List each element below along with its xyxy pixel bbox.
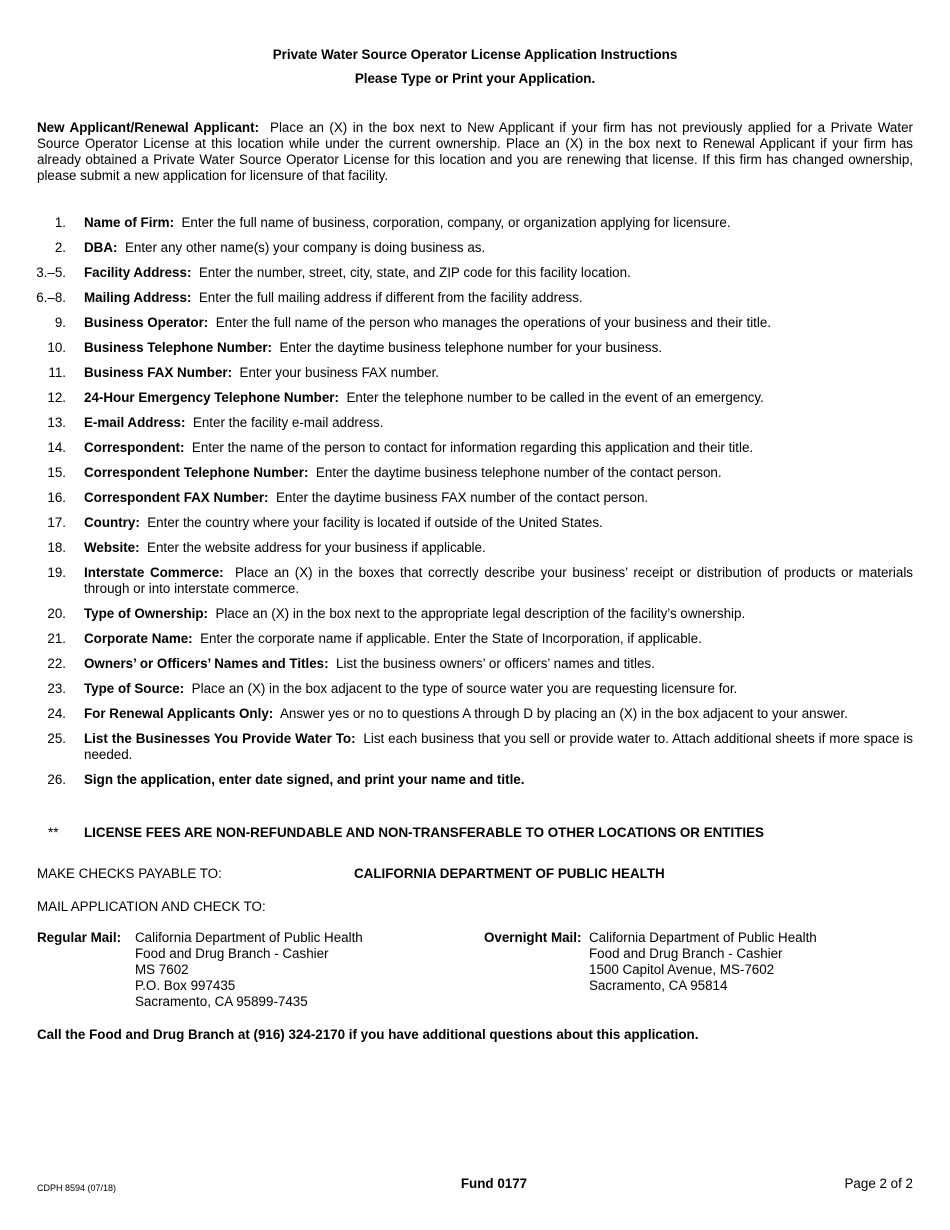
item-label: Facility Address: (84, 265, 192, 280)
form-number: CDPH 8594 (07/18) (37, 1183, 117, 1193)
item-number: 13. (47, 415, 66, 430)
item-number: 21. (47, 631, 66, 646)
item-number: 14. (47, 440, 66, 455)
item-number: 3.–5. (36, 265, 66, 280)
checks-payable-label: MAKE CHECKS PAYABLE TO: (37, 866, 222, 881)
item-text: Place an (X) in the box next to the appropriate legal description of the facility’s ownership. (215, 606, 746, 621)
address-line: Food and Drug Branch - Cashier (589, 946, 783, 961)
regular-mail-address (135, 930, 363, 1010)
item-text: Enter the daytime business FAX number of the contact person. (275, 490, 649, 505)
item-label: Name of Firm: (84, 215, 175, 230)
item-label: 24-Hour Emergency Telephone Number: (84, 390, 339, 405)
item-label: Correspondent FAX Number: (84, 490, 269, 505)
list-item (0, 215, 950, 231)
item-text: Enter the daytime business telephone number for your business. (279, 340, 663, 355)
fund-number: Fund 0177 (460, 1176, 528, 1191)
intro-paragraph (37, 120, 913, 184)
list-item (0, 365, 950, 381)
item-text: Enter the corporate name if applicable. Enter the State of Incorporation, if applicable. (200, 631, 702, 646)
page-subtitle: Please Type or Print your Application. (354, 71, 596, 86)
regular-mail-label: Regular Mail: (37, 930, 122, 945)
item-text: Enter the full mailing address if different from the facility address. (198, 290, 583, 305)
list-item (0, 515, 950, 531)
item-text: Answer yes or no to questions A through D by placing an (X) in the box adjacent to your answer. (279, 706, 848, 721)
checks-payable-value: CALIFORNIA DEPARTMENT OF PUBLIC HEALTH (354, 866, 665, 881)
list-item (0, 656, 950, 672)
item-text: Enter the daytime business telephone number of the contact person. (315, 465, 722, 480)
address-line: 1500 Capitol Avenue, MS-7602 (589, 962, 775, 977)
item-text: List the business owners’ or officers’ names and titles. (336, 656, 655, 671)
mail-to-label: MAIL APPLICATION AND CHECK TO: (37, 899, 266, 914)
item-text: Enter the website address for your business if applicable. (147, 540, 486, 555)
list-item (0, 340, 950, 356)
item-label: DBA: (84, 240, 118, 255)
list-item (0, 565, 950, 597)
list-item (0, 540, 950, 556)
item-number: 18. (47, 540, 66, 555)
item-label: For Renewal Applicants Only: (84, 706, 274, 721)
overnight-mail-label: Overnight Mail: (484, 930, 582, 945)
item-number: 16. (47, 490, 66, 505)
address-line: P.O. Box 997435 (135, 978, 236, 993)
list-item (0, 490, 950, 506)
item-label: Website: (84, 540, 140, 555)
address-line: MS 7602 (135, 962, 189, 977)
overnight-mail-address (589, 930, 817, 994)
intro-label: New Applicant/Renewal Applicant: (37, 120, 260, 135)
list-item (0, 731, 950, 763)
item-label: Corporate Name: (84, 631, 193, 646)
item-text: Enter any other name(s) your company is doing business as. (124, 240, 486, 255)
item-number: 9. (54, 315, 66, 330)
item-number: 24. (47, 706, 66, 721)
page-title: Private Water Source Operator License Application Instructions (272, 47, 678, 62)
item-number: 19. (47, 565, 66, 580)
instruction-list (0, 215, 950, 897)
item-label: Mailing Address: (84, 290, 192, 305)
item-number: 25. (47, 731, 66, 746)
item-text: Enter the telephone number to be called in the event of an emergency. (346, 390, 764, 405)
item-number: 26. (47, 772, 66, 787)
item-text: List each business that you sell or provide water to. Attach additional sheets if more space is needed. (84, 731, 913, 762)
item-text: Enter the full name of the person who manages the operations of your business and their title. (215, 315, 772, 330)
item-label: Type of Ownership: (84, 606, 208, 621)
item-label: Correspondent Telephone Number: (84, 465, 309, 480)
item-text: Enter the country where your facility is located if outside of the United States. (147, 515, 603, 530)
item-number: 17. (47, 515, 66, 530)
item-label: List the Businesses You Provide Water To: (84, 731, 356, 746)
item-text: Enter your business FAX number. (239, 365, 440, 380)
item-label: Owners’ or Officers’ Names and Titles: (84, 656, 329, 671)
fees-notice: LICENSE FEES ARE NON-REFUNDABLE AND NON-TRANSFERABLE TO OTHER LOCATIONS OR ENTITIES (84, 825, 764, 840)
contact-note: Call the Food and Drug Branch at (916) 324-2170 if you have additional questions about this application. (37, 1027, 699, 1042)
item-number: 12. (47, 390, 66, 405)
item-text: Enter the number, street, city, state, and ZIP code for this facility location. (198, 265, 631, 280)
list-item (0, 265, 950, 281)
list-item (0, 631, 950, 647)
list-item (0, 847, 950, 863)
list-item (0, 681, 950, 697)
item-label: Business FAX Number: (84, 365, 233, 380)
item-text: Enter the name of the person to contact for information regarding this application and their title. (191, 440, 754, 455)
list-item (0, 772, 950, 788)
item-number: 10. (47, 340, 66, 355)
list-item (0, 240, 950, 256)
item-label: Business Operator: (84, 315, 209, 330)
item-number: 11. (48, 365, 66, 380)
item-label: Correspondent: (84, 440, 185, 455)
item-number: 20. (47, 606, 66, 621)
list-item (0, 315, 950, 331)
list-item (0, 706, 950, 722)
item-number: 2. (54, 240, 66, 255)
item-label: Country: (84, 515, 140, 530)
address-line: California Department of Public Health (135, 930, 363, 945)
item-label: Sign the application, enter date signed, and print your name and title. (84, 772, 525, 787)
address-line: Sacramento, CA 95899-7435 (135, 994, 308, 1009)
item-text: Enter the full name of business, corporation, company, or organization applying for licensure. (181, 215, 731, 230)
list-item (0, 606, 950, 622)
item-label: Interstate Commerce: (84, 565, 224, 580)
list-item (0, 440, 950, 456)
item-label: Business Telephone Number: (84, 340, 272, 355)
item-number: 22. (47, 656, 66, 671)
list-item (0, 797, 950, 813)
address-line: Sacramento, CA 95814 (589, 978, 728, 993)
item-number: 23. (47, 681, 66, 696)
item-label: Type of Source: (84, 681, 185, 696)
list-item (0, 465, 950, 481)
list-item (0, 390, 950, 406)
address-line: California Department of Public Health (589, 930, 817, 945)
list-item (0, 290, 950, 306)
page-number: Page 2 of 2 (844, 1176, 913, 1191)
item-text: Place an (X) in the box adjacent to the type of source water you are requesting licensure for. (191, 681, 738, 696)
fees-marker: ** (48, 825, 59, 840)
list-item (0, 415, 950, 431)
item-number: 1. (54, 215, 66, 230)
item-number: 6.–8. (36, 290, 66, 305)
item-label: E-mail Address: (84, 415, 186, 430)
item-text: Enter the facility e-mail address. (192, 415, 384, 430)
item-number: 15. (47, 465, 66, 480)
intro-text: Place an (X) in the box next to New Applicant if your firm has not previously applied for a Private Water Source Operator License at this location while under the current ownership. Place an (X) in the box next to Renewal Applicant if your firm has already obtained a Private Water Source Operator License for this location and you are renewing that license. If this firm has changed ownership, please submit a new application for licensure of that facility. (37, 120, 913, 183)
item-text: Place an (X) in the boxes that correctly describe your business’ receipt or distribution of products or materials through or into interstate commerce. (84, 565, 913, 596)
address-line: Food and Drug Branch - Cashier (135, 946, 329, 961)
